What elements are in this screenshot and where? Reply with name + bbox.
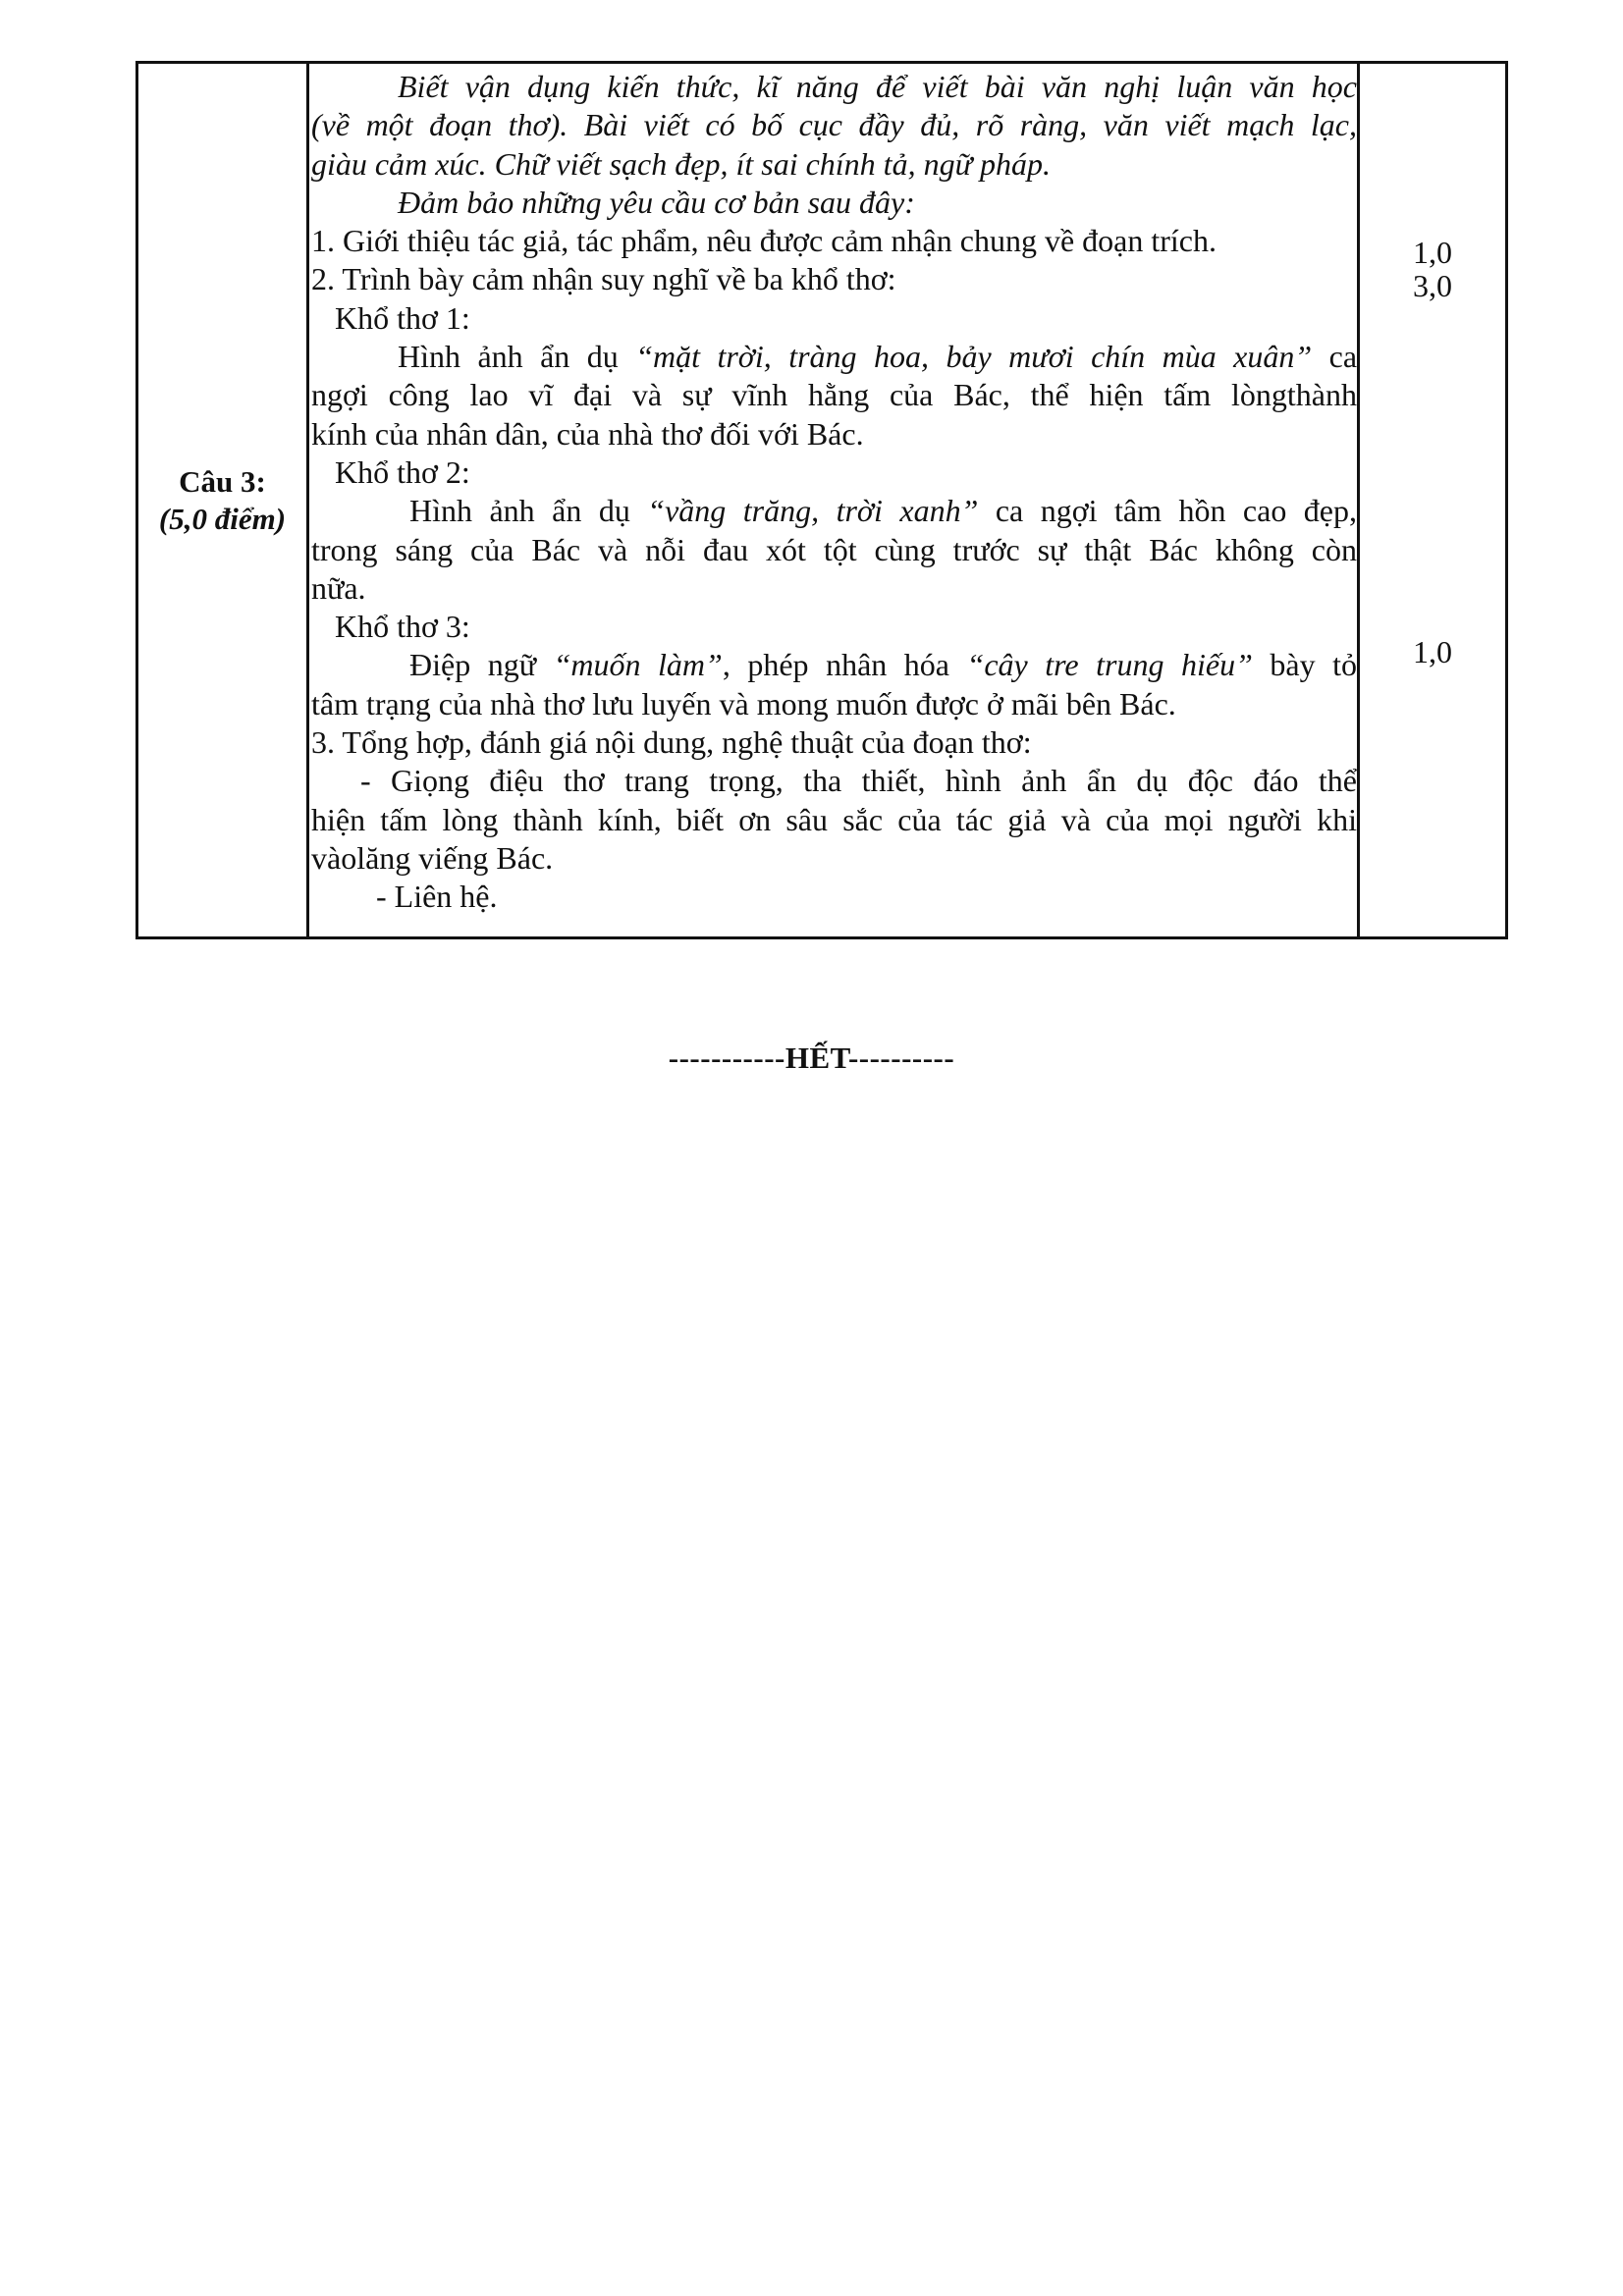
summary-line: hiện tấm lòng thành kính, biết ơn sâu sắc của tác giả và của mọi người khi [311,801,1357,837]
requirement-line: Đảm bảo những yêu cầu cơ bản sau đây: [398,184,915,220]
stanza-3-quote: “cây tre trung hiếu” [966,647,1253,683]
stanza-1-label: Khổ thơ 1: [335,299,470,336]
stanza-2-line [311,492,1357,530]
intro-line: Biết vận dụng kiến thức, kĩ năng để viết bài văn nghị luận văn học [398,69,1357,104]
end-of-document-mark: -----------HẾT---------- [668,1041,955,1075]
stanza-3-line [311,646,1357,684]
stanza-2-quote: “vầng trăng, trời xanh” [647,493,979,529]
stanza-3-text: , phép nhân hóa [722,647,967,683]
stanza-3-quote: “muốn làm” [553,647,723,683]
grading-table [135,61,1508,939]
stanza-2-text: ca ngợi tâm hồn cao đẹp, [978,493,1358,529]
intro-line: giàu cảm xúc. Chữ viết sạch đẹp, ít sai chính tả, ngữ pháp. [311,145,1052,182]
stanza-3-label: Khổ thơ 3: [335,609,470,645]
table-row [137,63,1507,938]
stanza-3-text: Điệp ngữ [409,647,554,683]
summary-line: vàolăng viếng Bác. [311,839,554,876]
stanza-2-line: trong sáng của Bác và nỗi đau xót tột cùng trước sự thật Bác không còn [311,531,1357,567]
stanza-1-text: ca [1312,339,1358,375]
summary-line: - Giọng điệu thơ trang trọng, tha thiết, hình ảnh ẩn dụ độc đáo thể [360,763,1357,799]
score-criterion-3: 1,0 [1413,634,1452,669]
criterion-3: 3. Tổng hợp, đánh giá nội dung, nghệ thuật của đoạn thơ: [311,724,1032,761]
summary-line: - Liên hệ. [376,879,498,915]
question-points: (5,0 điểm) [158,501,287,536]
stanza-1-line [311,338,1357,376]
score-criterion-1: 1,0 [1413,235,1452,270]
stanza-2-text: Hình ảnh ẩn dụ [409,493,648,529]
stanza-3-text: bày tỏ [1252,647,1358,683]
stanza-1-line: kính của nhân dân, của nhà thơ đối với Bác. [311,415,864,452]
score-cell [1359,63,1507,938]
intro-line: (về một đoạn thơ). Bài viết có bố cục đầy đủ, rõ ràng, văn viết mạch lạc, [311,107,1357,143]
question-cell [137,63,308,938]
stanza-2-line: nữa. [311,569,366,606]
stanza-1-text: Hình ảnh ẩn dụ [398,339,636,375]
stanza-2-label: Khổ thơ 2: [335,454,470,490]
stanza-3-line: tâm trạng của nhà thơ lưu luyến và mong muốn được ở mãi bên Bác. [311,685,1176,721]
answer-content-cell [308,63,1359,938]
score-criterion-2: 3,0 [1413,268,1452,303]
stanza-1-quote: “mặt trời, tràng hoa, bảy mươi chín mùa xuân” [635,339,1313,375]
criterion-2: 2. Trình bày cảm nhận suy nghĩ về ba khổ thơ: [311,261,896,297]
question-title: Câu 3: [179,463,266,499]
stanza-1-line: ngợi công lao vĩ đại và sự vĩnh hằng của Bác, thể hiện tấm lòngthành [311,377,1357,413]
criterion-1: 1. Giới thiệu tác giả, tác phẩm, nêu được cảm nhận chung về đoạn trích. [311,223,1217,259]
